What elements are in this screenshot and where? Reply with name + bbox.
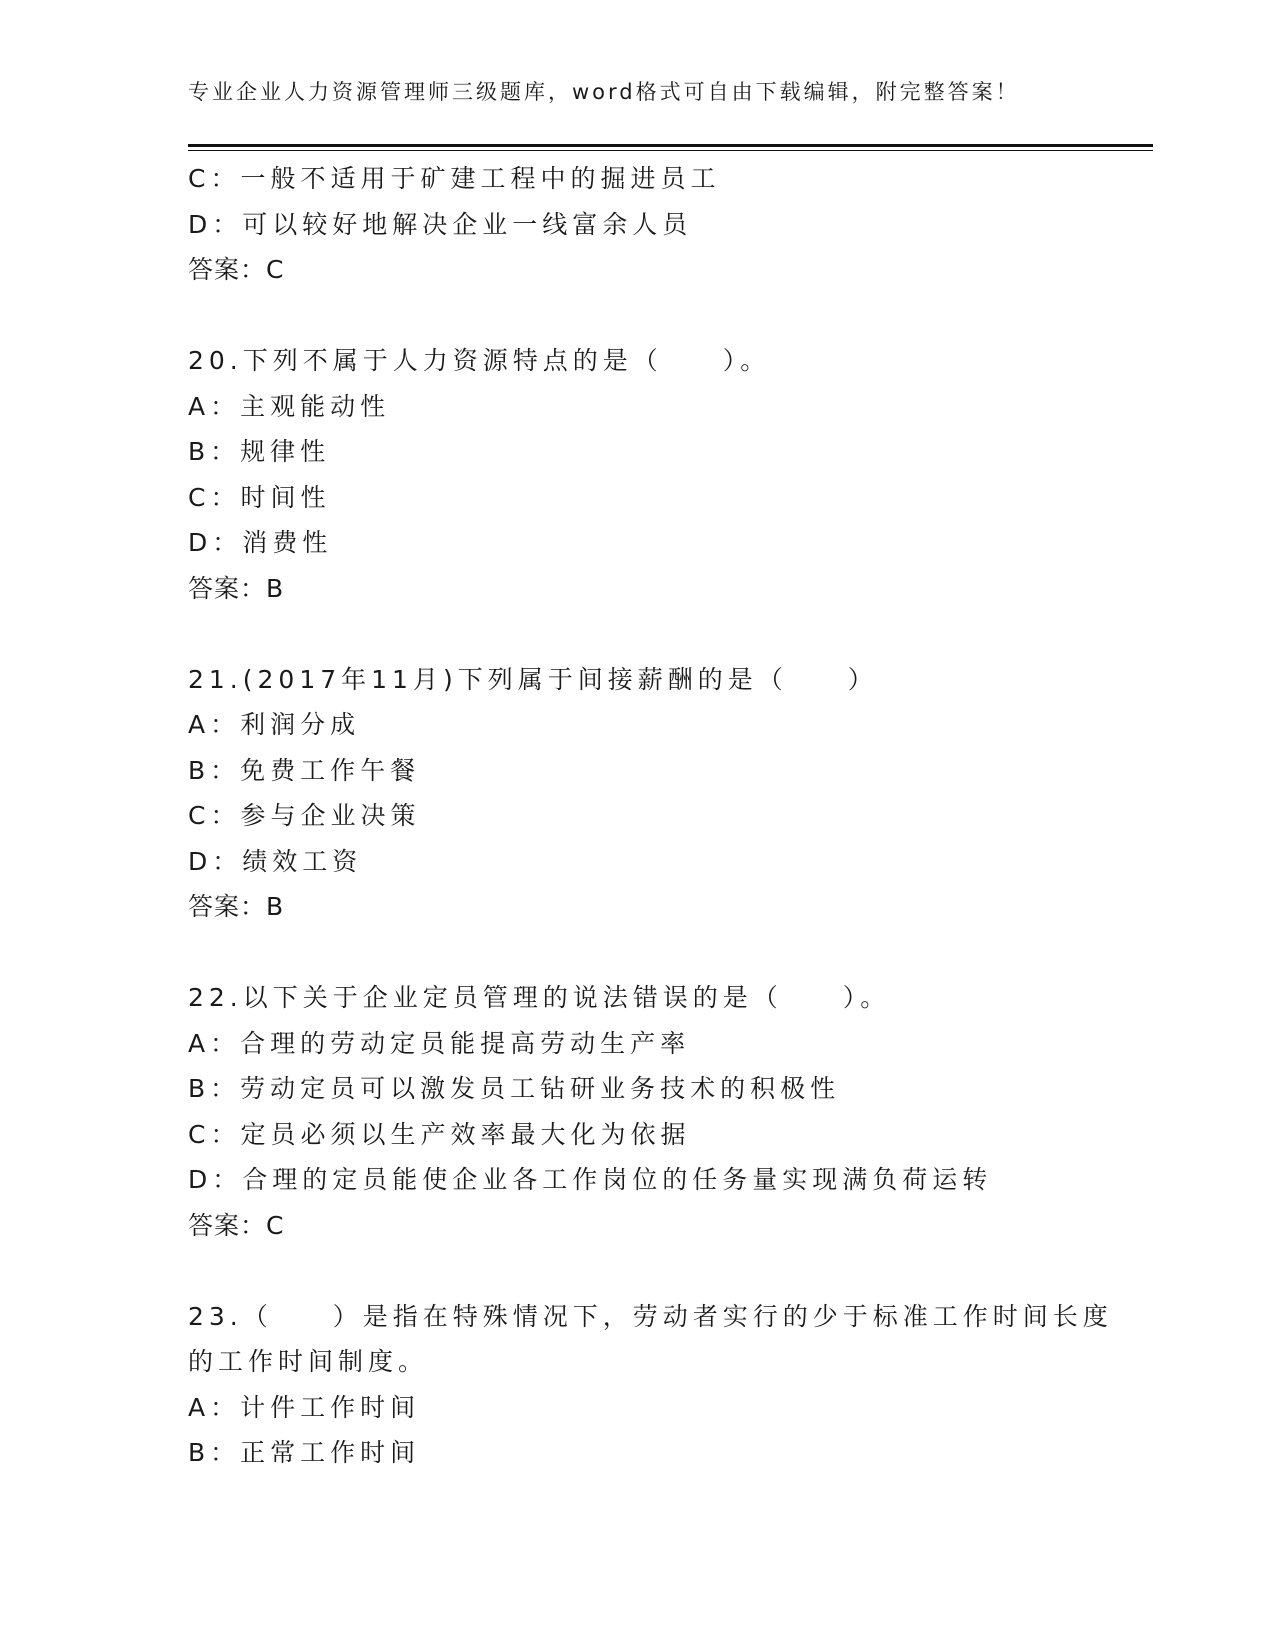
- question-text: 22.以下关于企业定员管理的说法错误的是（ ）。: [188, 983, 891, 1012]
- answer: 答案：B: [188, 573, 285, 603]
- spacer: [188, 930, 1128, 976]
- question-text: 23.（ ）是指在特殊情况下，劳动者实行的少于标准工作时间长度: [188, 1301, 1113, 1331]
- header-rule-thick: [188, 144, 1153, 147]
- question-21: [188, 657, 1128, 930]
- option-c: C：定员必须以生产效率最大化为依据: [188, 1119, 691, 1149]
- question-text-continued: 的工作时间制度。: [188, 1347, 429, 1376]
- option-d: D：消费性: [188, 528, 333, 557]
- question-22: [188, 975, 1128, 1248]
- option-b: B：规律性: [188, 437, 331, 466]
- question-23: [188, 1294, 1128, 1476]
- option-a: A：主观能动性: [188, 391, 391, 421]
- question-20: [188, 338, 1128, 611]
- option-d: D：可以较好地解决企业一线富余人员: [188, 209, 693, 239]
- spacer: [188, 1248, 1128, 1294]
- option-b: B：正常工作时间: [188, 1438, 421, 1467]
- option-c: C：一般不适用于矿建工程中的掘进员工: [188, 164, 721, 193]
- page-header: 专业企业人力资源管理师三级题库，word格式可自由下载编辑，附完整答案！: [188, 80, 1020, 104]
- answer: 答案：C: [188, 1210, 285, 1240]
- option-d: D：绩效工资: [188, 846, 363, 876]
- option-a: A：合理的劳动定员能提高劳动生产率: [188, 1028, 691, 1058]
- option-a: A：计件工作时间: [188, 1392, 421, 1422]
- option-c: C：时间性: [188, 482, 331, 512]
- option-c: C：参与企业决策: [188, 801, 421, 830]
- answer: 答案：C: [188, 255, 285, 284]
- option-d: D：合理的定员能使企业各工作岗位的任务量实现满负荷运转: [188, 1165, 993, 1194]
- option-b: B：劳动定员可以激发员工钻研业务技术的积极性: [188, 1074, 841, 1103]
- option-b: B：免费工作午餐: [188, 755, 421, 785]
- spacer: [188, 611, 1128, 657]
- spacer: [188, 293, 1128, 339]
- question-text: 20.下列不属于人力资源特点的是（ ）。: [188, 346, 771, 375]
- option-a: A：利润分成: [188, 710, 361, 739]
- header-rule-thin: [188, 150, 1153, 151]
- question-text: 21.(2017年11月)下列属于间接薪酬的是（ ）: [188, 664, 878, 694]
- document-body: [188, 156, 1128, 1476]
- answer: 答案：B: [188, 892, 285, 921]
